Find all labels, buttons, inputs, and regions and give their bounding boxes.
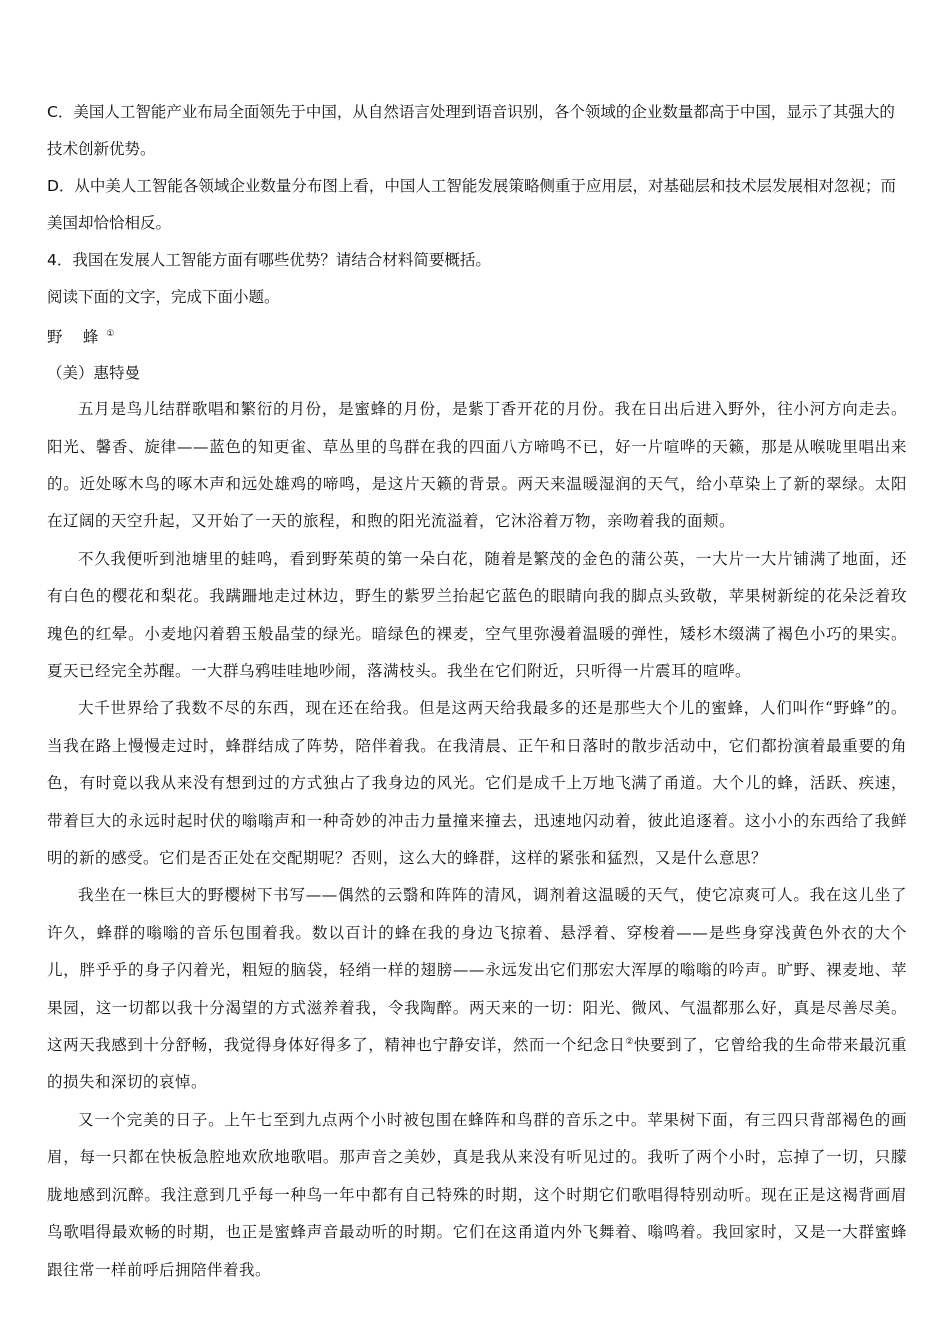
reading-instruction: 阅读下面的文字，完成下面小题。 — [47, 288, 280, 306]
document-page — [47, 94, 907, 1289]
option-d: D．从中美人工智能各领域企业数量分布图上看，中国人工智能发展策略侧重于应用层，对基础层和技术层发展相对忽视；而美国却恰恰相反。 — [47, 177, 896, 232]
article-paragraph-5: 又一个完美的日子。上午七至到九点两个小时被包围在蜂阵和鸟群的音乐之中。苹果树下面，有三四只背部褐色的画眉，每一只都在快板急腔地欢欣地歌唱。那声音之美妙，真是我从来没有听见过的。我听了两个小时，忘掉了一切，只朦胧地感到沉醉。我注意到几乎每一种鸟一年中都有自己特殊的时期，这个时期它们歌唱得特别动听。现在正是这褐背画眉鸟歌唱得最欢畅的时期，也正是蜜蜂声音最动听的时期。它们在这甬道内外飞舞着、嗡鸣着。我回家时，又是一大群蜜蜂跟往常一样前呼后拥陪伴着我。 — [47, 1110, 907, 1279]
title-footnote-marker: ① — [106, 329, 115, 339]
article-paragraph-2: 不久我便听到池塘里的蛙鸣，看到野茱萸的第一朵白花，随着是繁茂的金色的蒲公英，一大片一大片铺满了地面，还有白色的樱花和梨花。我蹒跚地走过林边，野生的紫罗兰抬起它蓝色的眼睛向我的脚点头致敬，苹果树新绽的花朵泛着玫瑰色的红晕。小麦地闪着碧玉般晶莹的绿光。暗绿色的裸麦，空气里弥漫着温暖的弹性，矮杉木缀满了褐色小巧的果实。夏天已经完全苏醒。一大群乌鸦哇哇地吵闹，落满枝头。我坐在它们附近，只听得一片震耳的喧哗。 — [47, 549, 907, 680]
paragraph-4-text-b: 快要到了，它曾给我的生命带来最沉重的损失和深切的哀悼。 — [47, 1036, 907, 1092]
article-paragraph-3: 大千世界给了我数不尽的东西，现在还在给我。但是这两天给我最多的还是那些大个儿的蜜蜂，人们叫作“野蜂”的。当我在路上慢慢走过时，蜂群结成了阵势，陪伴着我。在我清晨、正午和日落时的散步活动中，它们都扮演着最重要的角色，有时竟以我从来没有想到过的方式独占了我身边的风光。它们是成千上万地飞满了甬道。大个儿的蜂，活跃、疾速，带着巨大的永远时起时伏的嗡嗡声和一种奇妙的冲击力量撞来撞去，迅速地闪动着，彼此追逐着。这小小的东西给了我鲜明的新的感受。它们是否正处在交配期呢？否则，这么大的蜂群，这样的紧张和猛烈，又是什么意思？ — [47, 699, 907, 868]
article-paragraph-4 — [47, 877, 907, 1101]
paragraph-4-text-a: 我坐在一株巨大的野樱树下书写——偶然的云翳和阵阵的清风，调剂着这温暖的天气，使它凉爽可人。我在这儿坐了许久，蜂群的嗡嗡的音乐包围着我。数以百计的蜂在我的身边飞掠着、悬浮着、穿梭着——是些身穿浅黄色外衣的大个儿，胖乎乎的身子闪着光，粗短的脑袋，轻绡一样的翅膀——永远发出它们那宏大浑厚的嗡嗡的吟声。旷野、裸麦地、苹果园，这一切都以我十分渴望的方式滋养着我，令我陶醉。两天来的一切：阳光、微风、气温都那么好，真是尽善尽美。这两天我感到十分舒畅，我觉得身体好得多了，精神也宁静安详，然而一个纪念日 — [47, 886, 907, 1055]
question-4: 4．我国在发展人工智能方面有哪些优势？请结合材料简要概括。 — [47, 251, 491, 269]
article-paragraph-1: 五月是鸟儿结群歌唱和繁衍的月份，是蜜蜂的月份，是紫丁香开花的月份。我在日出后进入野外，往小河方向走去。阳光、馨香、旋律——蓝色的知更雀、草丛里的鸟群在我的四面八方啼鸣不已，好一片喧哗的天籁，那是从喉咙里唱出来的。近处啄木鸟的啄木声和远处雄鸡的啼鸣，是这片天籁的背景。两天来温暖湿润的天气，给小草染上了新的翠绿。太阳在辽阔的天空升起，又开始了一天的旅程，和煦的阳光流溢着，它沐浴着万物，亲吻着我的面颊。 — [47, 400, 907, 531]
article-title: 野 蜂 — [47, 328, 107, 347]
article-title-line — [47, 316, 907, 355]
memorial-footnote-marker: ② — [625, 1036, 634, 1047]
article-author: （美）惠特曼 — [47, 364, 141, 383]
option-c: C．美国人工智能产业布局全面领先于中国，从自然语言处理到语音识别，各个领域的企业数量都高于中国，显示了其强大的技术创新优势。 — [47, 103, 895, 158]
